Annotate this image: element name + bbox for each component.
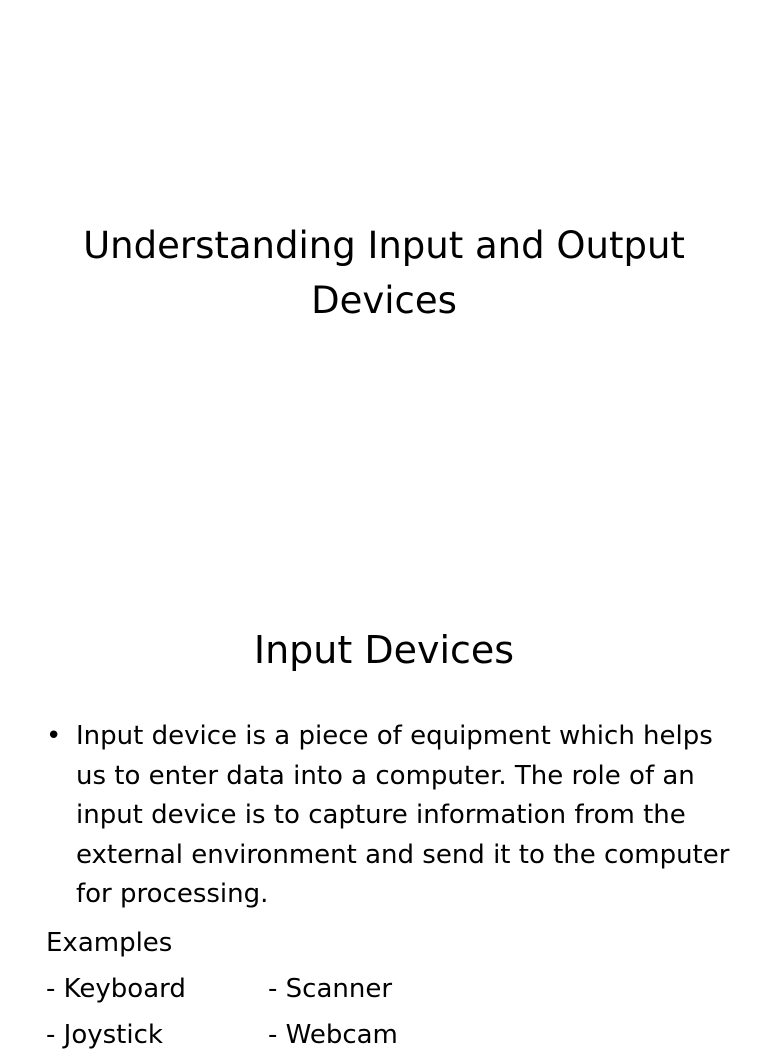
examples-label: Examples [46, 927, 173, 958]
slide-title-heading: Understanding Input and Output Devices [83, 224, 685, 322]
example-item: - Joystick [46, 1019, 163, 1050]
bullet-item [46, 717, 736, 915]
example-item: - Webcam [268, 1019, 398, 1050]
bullet-icon: • [46, 721, 62, 751]
slide-heading: Input Devices [253, 628, 515, 672]
examples-row [46, 1017, 736, 1053]
examples-row [46, 971, 736, 1007]
slide-body [46, 717, 736, 1053]
example-item: - Scanner [268, 973, 393, 1004]
example-item: - Keyboard [46, 973, 186, 1004]
bullet-text: Input device is a piece of equipment which helps us to enter data into a computer. The role of an input device is to capture information from the external environment and send it to the computer for processing. [76, 721, 730, 909]
slide-input-devices [0, 576, 768, 1050]
